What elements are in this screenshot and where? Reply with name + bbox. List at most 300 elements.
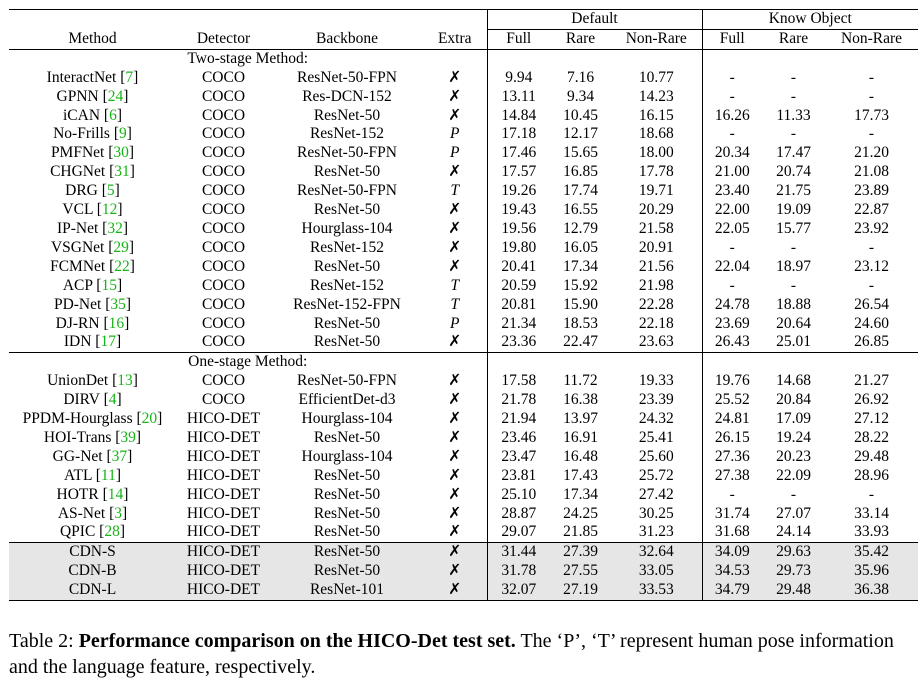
default-rare-cell: 17.34 — [563, 485, 598, 503]
detector-cell: HICO-DET — [186, 523, 261, 541]
method-cell: InteractNet [7] — [46, 68, 139, 86]
citation-link[interactable]: 11 — [100, 466, 116, 484]
detector-cell: COCO — [201, 182, 246, 200]
know-rare-cell: 20.23 — [776, 447, 811, 465]
method-name: ACP — [62, 276, 93, 294]
know-full-cell: - — [702, 277, 762, 296]
extra-cell — [423, 315, 487, 334]
know-non-rare-cell: - — [868, 276, 875, 294]
table-row — [9, 239, 918, 258]
know-non-rare-cell: - — [868, 87, 875, 105]
detector-cell: HICO-DET — [176, 562, 271, 581]
default-rare-cell: 21.85 — [563, 523, 598, 541]
caption-title: Performance comparison on the HICO-Det test set. — [78, 630, 516, 652]
know-non-rare-cell: 35.42 — [825, 543, 918, 562]
citation-link[interactable]: 20 — [141, 410, 158, 428]
default-rare-cell: 10.45 — [563, 106, 598, 124]
citation-link[interactable]: 24 — [107, 87, 124, 105]
know-full-cell: 34.79 — [702, 581, 762, 600]
citation-link[interactable]: 7 — [125, 68, 134, 86]
know-full-cell: 19.76 — [702, 372, 762, 391]
table-row — [9, 448, 918, 467]
citation-link[interactable]: 9 — [118, 125, 127, 143]
know-non-rare-cell: - — [868, 68, 875, 86]
method-name: IDN — [63, 333, 92, 351]
default-non-rare-cell: 19.71 — [638, 182, 674, 200]
know-non-rare-cell: - — [868, 238, 875, 256]
extra-value: T — [450, 276, 460, 294]
backbone-cell: ResNet-50-FPN — [297, 144, 397, 162]
citation-link[interactable]: 30 — [113, 144, 129, 162]
extra-value: ✗ — [448, 410, 462, 428]
default-full-cell: 23.36 — [487, 333, 550, 352]
header-column-row — [9, 29, 918, 49]
method-name: IP-Net — [56, 219, 99, 237]
know-rare-cell: 19.09 — [776, 201, 811, 219]
know-non-rare-cell: 17.73 — [854, 106, 889, 124]
extra-cell — [423, 220, 487, 239]
extra-value: ✗ — [448, 201, 462, 219]
default-non-rare-cell: 22.28 — [638, 295, 674, 313]
method-cell: QPIC [28] — [59, 523, 126, 541]
method-name: CDN-L — [9, 581, 176, 600]
detector-cell: COCO — [201, 295, 246, 313]
table-row — [9, 182, 918, 201]
know-full-cell: - — [702, 239, 762, 258]
backbone-cell: ResNet-50 — [313, 504, 381, 522]
default-rare-cell: 16.48 — [563, 447, 598, 465]
default-rare-cell: 27.19 — [550, 581, 611, 600]
default-non-rare-cell: 20.29 — [638, 201, 674, 219]
extra-value: ✗ — [448, 219, 462, 237]
backbone-cell: Hourglass-104 — [301, 447, 393, 465]
default-rare-cell: 11.72 — [563, 372, 598, 390]
detector-cell: COCO — [201, 201, 246, 219]
method-cell: DRG [5] — [65, 182, 120, 200]
table-row — [9, 391, 918, 410]
method-cell: VSGNet [29] — [50, 238, 135, 256]
backbone-cell: ResNet-50 — [271, 562, 423, 581]
extra-cell — [423, 69, 487, 88]
know-full-cell: 22.05 — [702, 220, 762, 239]
know-full-cell: 34.53 — [702, 562, 762, 581]
method-cell: AS-Net [3] — [57, 504, 128, 522]
default-non-rare-cell: 19.33 — [638, 372, 674, 390]
table-header — [9, 10, 918, 50]
default-full-cell: 23.47 — [487, 448, 550, 467]
table-row — [9, 163, 918, 182]
citation-link[interactable]: 6 — [109, 106, 117, 124]
know-non-rare-cell: 36.38 — [825, 581, 918, 600]
citation-link[interactable]: 4 — [108, 391, 117, 409]
default-full-cell: 29.07 — [487, 523, 550, 542]
default-rare-cell: 17.43 — [563, 466, 598, 484]
citation-link[interactable]: 16 — [108, 314, 125, 332]
section-title: Two-stage Method: — [187, 49, 309, 67]
col-header-default-rare: Rare — [550, 29, 611, 49]
method-name: CDN-B — [9, 562, 176, 581]
default-rare-cell: 27.55 — [550, 562, 611, 581]
method-cell: GG-Net [37] — [52, 447, 133, 465]
know-non-rare-cell: 28.22 — [854, 428, 889, 446]
method-name: FCMNet — [50, 257, 106, 275]
method-name: No-Frills — [53, 125, 110, 143]
know-non-rare-cell: 26.92 — [854, 391, 889, 409]
default-non-rare-cell: 16.15 — [638, 106, 674, 124]
know-full-cell: 20.34 — [702, 144, 762, 163]
default-rare-cell: 17.34 — [563, 257, 598, 275]
extra-value: P — [450, 125, 460, 143]
method-cell: HOI-Trans [39] — [43, 428, 142, 446]
extra-cell — [423, 391, 487, 410]
table-row — [9, 315, 918, 334]
default-full-cell: 21.94 — [487, 410, 550, 429]
default-full-cell: 17.18 — [487, 125, 550, 144]
know-rare-cell: 29.63 — [762, 543, 825, 562]
default-rare-cell: 18.53 — [563, 314, 598, 332]
extra-value: ✗ — [448, 485, 462, 503]
know-rare-cell: 11.33 — [776, 106, 811, 124]
citation-link[interactable]: 32 — [107, 219, 123, 237]
table-row — [9, 125, 918, 144]
default-full-cell: 17.58 — [487, 372, 550, 391]
know-rare-cell: 14.68 — [776, 372, 811, 390]
extra-cell — [423, 543, 487, 562]
default-rare-cell: 15.92 — [563, 276, 598, 294]
default-non-rare-cell: 14.23 — [638, 87, 674, 105]
backbone-cell: ResNet-152 — [309, 238, 385, 256]
default-non-rare-cell: 30.25 — [638, 504, 674, 522]
detector-cell: HICO-DET — [186, 410, 261, 428]
col-header-know-full: Full — [702, 29, 762, 49]
backbone-cell: ResNet-50 — [313, 428, 381, 446]
default-rare-cell: 15.90 — [563, 295, 598, 313]
extra-cell — [423, 505, 487, 524]
know-rare-cell: 24.14 — [776, 523, 811, 541]
know-non-rare-cell: 21.20 — [854, 144, 889, 162]
detector-cell: COCO — [201, 372, 246, 390]
method-cell: DIRV [4] — [63, 391, 122, 409]
extra-cell — [423, 107, 487, 126]
default-rare-cell: 9.34 — [566, 87, 595, 105]
col-header-method: Method — [9, 29, 176, 49]
default-rare-cell: 13.97 — [563, 410, 598, 428]
col-header-default-full: Full — [487, 29, 550, 49]
extra-value: T — [450, 182, 460, 200]
table-row — [9, 333, 918, 352]
know-rare-cell: - — [790, 238, 797, 256]
section-title: One-stage Method: — [9, 353, 487, 372]
backbone-cell: ResNet-50 — [313, 163, 381, 181]
extra-cell — [423, 372, 487, 391]
table-body — [9, 49, 918, 600]
table-row — [9, 296, 918, 315]
know-full-cell: 22.04 — [702, 258, 762, 277]
default-rare-cell: 12.79 — [563, 219, 598, 237]
col-header-backbone: Backbone — [271, 29, 423, 49]
know-rare-cell: 20.84 — [776, 391, 811, 409]
know-rare-cell: 27.07 — [776, 504, 811, 522]
extra-value: ✗ — [448, 333, 462, 351]
know-non-rare-cell: 28.96 — [854, 466, 889, 484]
know-full-cell: - — [702, 125, 762, 144]
backbone-cell: ResNet-50 — [313, 333, 381, 351]
extra-cell — [423, 562, 487, 581]
default-rare-cell: 16.55 — [563, 201, 598, 219]
backbone-cell: ResNet-152-FPN — [293, 295, 401, 313]
know-non-rare-cell: 33.14 — [854, 504, 889, 522]
method-cell: IDN [17] — [63, 333, 122, 351]
backbone-cell: ResNet-50 — [313, 201, 381, 219]
know-full-cell: - — [702, 486, 762, 505]
table-row-ours — [9, 562, 918, 581]
method-name: HOI-Trans — [43, 428, 112, 446]
default-non-rare-cell: 18.00 — [638, 144, 674, 162]
header-group-row — [9, 10, 918, 30]
backbone-cell: Res-DCN-152 — [302, 87, 392, 105]
know-non-rare-cell: 21.08 — [854, 163, 889, 181]
know-non-rare-cell: 21.27 — [854, 372, 889, 390]
table-row — [9, 372, 918, 391]
detector-cell: COCO — [201, 219, 246, 237]
method-cell: PPDM-Hourglass [20] — [22, 410, 163, 428]
method-cell: IP-Net [32] — [56, 219, 129, 237]
know-non-rare-cell: 23.92 — [854, 219, 889, 237]
citation-link[interactable]: 22 — [114, 257, 130, 275]
method-name: PD-Net — [53, 295, 102, 313]
backbone-cell: ResNet-152 — [309, 276, 385, 294]
citation-link[interactable]: 28 — [104, 523, 120, 541]
know-full-cell: 16.26 — [702, 107, 762, 126]
results-table-container — [9, 9, 918, 601]
backbone-cell: ResNet-152 — [309, 125, 385, 143]
extra-cell — [423, 277, 487, 296]
col-header-detector: Detector — [176, 29, 271, 49]
method-name: PPDM-Hourglass — [22, 410, 133, 428]
method-name: CHGNet — [50, 163, 106, 181]
table-row — [9, 88, 918, 107]
default-rare-cell: 22.47 — [563, 333, 598, 351]
default-full-cell: 14.84 — [487, 107, 550, 126]
table-caption — [9, 628, 918, 680]
default-full-cell: 20.81 — [487, 296, 550, 315]
default-rare-cell: 16.91 — [563, 428, 598, 446]
know-rare-cell: 25.01 — [776, 333, 811, 351]
citation-link[interactable]: 12 — [101, 201, 118, 219]
know-non-rare-cell: 23.12 — [854, 257, 889, 275]
method-cell: FCMNet [22] — [50, 257, 135, 275]
know-non-rare-cell: 27.12 — [854, 410, 889, 428]
default-non-rare-cell: 22.18 — [638, 314, 674, 332]
backbone-cell: ResNet-50 — [271, 543, 423, 562]
know-full-cell: 24.78 — [702, 296, 762, 315]
method-cell: iCAN [6] — [62, 106, 122, 124]
know-full-cell: 23.40 — [702, 182, 762, 201]
extra-value: ✗ — [448, 238, 462, 256]
backbone-cell: ResNet-50 — [313, 466, 381, 484]
default-full-cell: 20.41 — [487, 258, 550, 277]
method-cell: ATL [11] — [64, 466, 121, 484]
citation-link[interactable]: 35 — [110, 295, 126, 313]
detector-cell: HICO-DET — [186, 428, 261, 446]
detector-cell: COCO — [201, 68, 246, 86]
method-name: ATL — [64, 466, 92, 484]
know-non-rare-cell: 33.93 — [854, 523, 889, 541]
detector-cell: HICO-DET — [186, 504, 261, 522]
default-non-rare-cell: 18.68 — [638, 125, 674, 143]
method-cell: GPNN [24] — [56, 87, 129, 105]
method-cell: UnionDet [13] — [47, 372, 138, 390]
default-non-rare-cell: 33.53 — [611, 581, 702, 600]
citation-link[interactable]: 17 — [100, 333, 116, 351]
method-name: CDN-S — [9, 543, 176, 562]
default-full-cell: 32.07 — [487, 581, 550, 600]
know-non-rare-cell: 35.96 — [825, 562, 918, 581]
default-full-cell: 20.59 — [487, 277, 550, 296]
extra-value: ✗ — [448, 68, 462, 86]
default-full-cell: 19.26 — [487, 182, 550, 201]
method-name: UnionDet — [47, 372, 109, 390]
detector-cell: HICO-DET — [186, 447, 261, 465]
extra-cell — [423, 296, 487, 315]
default-rare-cell: 17.74 — [563, 182, 598, 200]
default-full-cell: 19.56 — [487, 220, 550, 239]
know-rare-cell: 20.64 — [776, 314, 811, 332]
extra-value: P — [450, 144, 460, 162]
extra-value: P — [450, 314, 460, 332]
extra-cell — [423, 88, 487, 107]
backbone-cell: Hourglass-104 — [301, 410, 393, 428]
extra-value: ✗ — [448, 447, 462, 465]
citation-link[interactable]: 31 — [114, 163, 130, 181]
detector-cell: COCO — [201, 314, 246, 332]
default-full-cell: 9.94 — [487, 69, 550, 88]
know-rare-cell: - — [790, 276, 797, 294]
caption-text: The ‘P’, ‘T’ represent human pose information and the language feature, respectively. — [9, 630, 894, 678]
know-non-rare-cell: - — [868, 485, 875, 503]
know-full-cell: 26.43 — [702, 333, 762, 352]
table-row-ours — [9, 543, 918, 562]
detector-cell: COCO — [201, 87, 246, 105]
table-row — [9, 201, 918, 220]
default-non-rare-cell: 23.63 — [638, 333, 674, 351]
extra-cell — [423, 486, 487, 505]
extra-cell — [423, 182, 487, 201]
extra-value: ✗ — [448, 466, 462, 484]
table-row-ours — [9, 581, 918, 600]
detector-cell: COCO — [201, 106, 246, 124]
extra-value: ✗ — [448, 257, 462, 275]
default-non-rare-cell: 17.78 — [638, 163, 674, 181]
citation-link[interactable]: 14 — [107, 485, 124, 503]
method-name: GG-Net — [52, 447, 103, 465]
backbone-cell: ResNet-50 — [313, 257, 381, 275]
col-header-know-non-rare: Non-Rare — [825, 29, 918, 49]
extra-cell — [423, 429, 487, 448]
table-row — [9, 523, 918, 542]
default-rare-cell: 24.25 — [563, 504, 598, 522]
default-non-rare-cell: 21.56 — [638, 257, 674, 275]
know-full-cell: 34.09 — [702, 543, 762, 562]
citation-link[interactable]: 5 — [106, 182, 115, 200]
default-full-cell: 19.43 — [487, 201, 550, 220]
table-row — [9, 220, 918, 239]
default-rare-cell: 16.05 — [563, 238, 598, 256]
default-rare-cell: 16.38 — [563, 391, 598, 409]
citation-link[interactable]: 37 — [111, 447, 128, 465]
know-rare-cell: 19.24 — [776, 428, 811, 446]
citation-link[interactable]: 29 — [113, 238, 129, 256]
default-non-rare-cell: 33.05 — [611, 562, 702, 581]
table-row — [9, 258, 918, 277]
group-header-default: Default — [487, 10, 702, 30]
know-rare-cell: - — [790, 125, 797, 143]
backbone-cell: ResNet-50 — [313, 523, 381, 541]
method-name: HOTR — [56, 485, 99, 503]
section-header-row — [9, 49, 918, 68]
detector-cell: HICO-DET — [176, 581, 271, 600]
know-non-rare-cell: 26.54 — [854, 295, 889, 313]
extra-cell — [423, 144, 487, 163]
default-rare-cell: 7.16 — [566, 68, 595, 86]
detector-cell: COCO — [201, 163, 246, 181]
default-full-cell: 31.44 — [487, 543, 550, 562]
default-non-rare-cell: 24.32 — [638, 410, 674, 428]
detector-cell: COCO — [201, 257, 246, 275]
method-name: DRG — [65, 182, 98, 200]
method-name: InteractNet — [46, 68, 117, 86]
default-non-rare-cell: 31.23 — [638, 523, 674, 541]
method-cell: VCL [12] — [62, 201, 123, 219]
extra-cell — [423, 467, 487, 486]
table-row — [9, 467, 918, 486]
know-full-cell: 31.68 — [702, 523, 762, 542]
table-row — [9, 429, 918, 448]
method-name: DJ-RN — [55, 314, 100, 332]
know-non-rare-cell: 26.85 — [854, 333, 889, 351]
know-non-rare-cell: 29.48 — [854, 447, 889, 465]
extra-cell — [423, 581, 487, 600]
know-non-rare-cell: 24.60 — [854, 314, 889, 332]
detector-cell: HICO-DET — [186, 485, 261, 503]
method-name: VCL — [62, 201, 93, 219]
citation-link[interactable]: 3 — [114, 504, 122, 522]
backbone-cell: ResNet-50-FPN — [297, 372, 397, 390]
table-row — [9, 410, 918, 429]
default-full-cell: 31.78 — [487, 562, 550, 581]
extra-cell — [423, 163, 487, 182]
citation-link[interactable]: 13 — [117, 372, 133, 390]
know-rare-cell: 22.09 — [776, 466, 811, 484]
know-non-rare-cell: - — [868, 125, 875, 143]
backbone-cell: ResNet-50 — [313, 485, 381, 503]
citation-link[interactable]: 39 — [120, 428, 136, 446]
know-full-cell: - — [702, 88, 762, 107]
know-full-cell: 24.81 — [702, 410, 762, 429]
extra-cell — [423, 125, 487, 144]
backbone-cell: Hourglass-104 — [301, 219, 393, 237]
default-non-rare-cell: 21.98 — [638, 276, 674, 294]
know-full-cell: 22.00 — [702, 201, 762, 220]
know-full-cell: 21.00 — [702, 163, 762, 182]
default-non-rare-cell: 20.91 — [638, 238, 674, 256]
citation-link[interactable]: 15 — [101, 276, 117, 294]
detector-cell: COCO — [201, 333, 246, 351]
default-non-rare-cell: 23.39 — [638, 391, 674, 409]
default-rare-cell: 27.39 — [550, 543, 611, 562]
know-full-cell: 25.52 — [702, 391, 762, 410]
know-rare-cell: 29.73 — [762, 562, 825, 581]
